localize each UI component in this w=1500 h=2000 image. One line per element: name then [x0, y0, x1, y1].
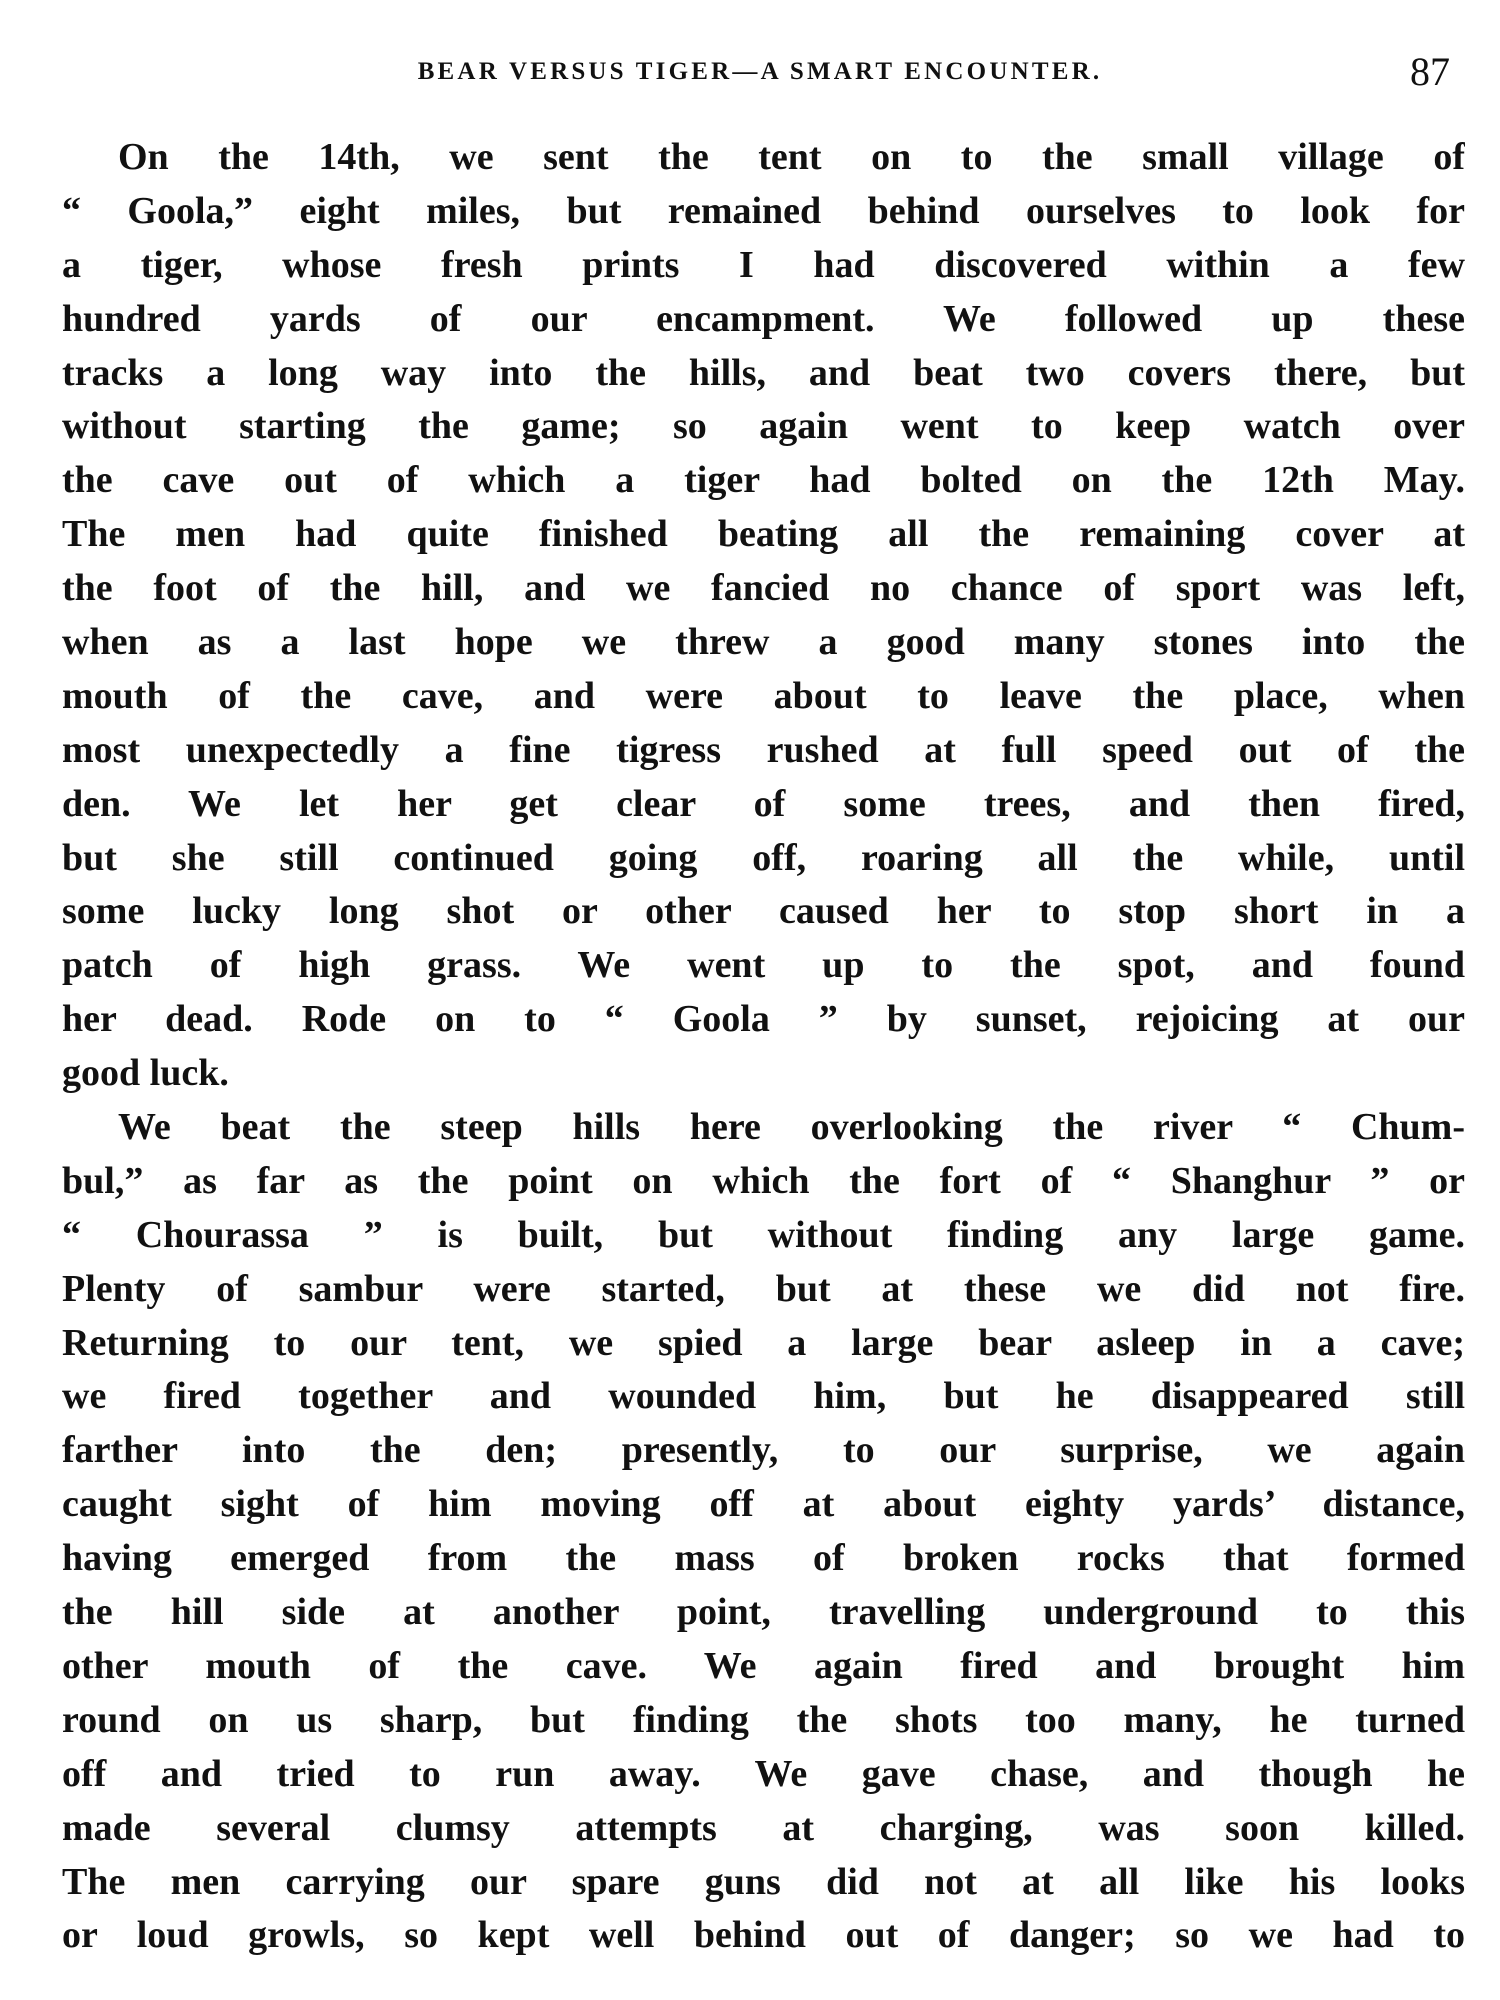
- text-line: The men had quite finished beating all the remaining cover at: [62, 513, 1465, 556]
- paragraph: [62, 1101, 1465, 1963]
- text-line: Returning to our tent, we spied a large bear asleep in a cave;: [62, 1321, 1465, 1364]
- text-line: mouth of the cave, and were about to leave the place, when: [62, 674, 1465, 717]
- text-line: when as a last hope we threw a good many stones into the: [62, 621, 1465, 664]
- text-line: some lucky long shot or other caused her to stop short in a: [62, 890, 1465, 933]
- text-line: having emerged from the mass of broken rocks that formed: [62, 1537, 1465, 1580]
- text-line: The men carrying our spare guns did not at all like his looks: [62, 1860, 1465, 1903]
- body-text: [62, 131, 1465, 1963]
- text-line: most unexpectedly a fine tigress rushed at full speed out of the: [62, 728, 1465, 771]
- running-title: BEAR VERSUS TIGER—A SMART ENCOUNTER.: [417, 58, 1103, 85]
- text-line: Plenty of sambur were started, but at these we did not fire.: [62, 1267, 1465, 1310]
- text-line: farther into the den; presently, to our surprise, we again: [62, 1429, 1465, 1472]
- text-line: hundred yards of our encampment. We followed up these: [62, 297, 1465, 340]
- text-line: her dead. Rode on to “ Goola ” by sunset, rejoicing at our: [62, 998, 1465, 1041]
- text-line: good luck.: [62, 1052, 229, 1095]
- text-line: but she still continued going off, roaring all the while, until: [62, 836, 1465, 879]
- text-line: We beat the steep hills here overlooking the river “ Chum-: [118, 1106, 1465, 1149]
- text-line: “ Goola,” eight miles, but remained behind ourselves to look for: [62, 189, 1465, 232]
- text-line: round on us sharp, but finding the shots too many, he turned: [62, 1698, 1465, 1741]
- text-line: bul,” as far as the point on which the fort of “ Shanghur ” or: [62, 1159, 1465, 1202]
- text-line: On the 14th, we sent the tent on to the small village of: [118, 136, 1465, 178]
- text-line: off and tried to run away. We gave chase, and though he: [62, 1752, 1465, 1795]
- text-line: without starting the game; so again went to keep watch over: [62, 405, 1465, 448]
- running-header: [0, 49, 1500, 96]
- text-line: den. We let her get clear of some trees, and then fired,: [62, 782, 1465, 825]
- text-line: a tiger, whose fresh prints I had discovered within a few: [62, 243, 1465, 286]
- text-line: or loud growls, so kept well behind out of danger; so we had to: [62, 1914, 1465, 1957]
- text-line: patch of high grass. We went up to the spot, and found: [62, 944, 1465, 987]
- text-line: “ Chourassa ” is built, but without finding any large game.: [62, 1213, 1465, 1256]
- text-line: made several clumsy attempts at charging, was soon killed.: [62, 1806, 1465, 1849]
- text-line: the hill side at another point, travelling underground to this: [62, 1591, 1465, 1634]
- text-line: other mouth of the cave. We again fired and brought him: [62, 1644, 1465, 1687]
- text-line: the cave out of which a tiger had bolted on the 12th May.: [62, 459, 1465, 502]
- paragraph: [62, 131, 1465, 1101]
- page-number: 87: [1410, 49, 1450, 94]
- text-line: we fired together and wounded him, but he disappeared still: [62, 1375, 1465, 1418]
- text-line: caught sight of him moving off at about eighty yards’ distance,: [62, 1483, 1465, 1526]
- text-line: tracks a long way into the hills, and beat two covers there, but: [62, 351, 1465, 394]
- text-line: the foot of the hill, and we fancied no chance of sport was left,: [62, 567, 1465, 610]
